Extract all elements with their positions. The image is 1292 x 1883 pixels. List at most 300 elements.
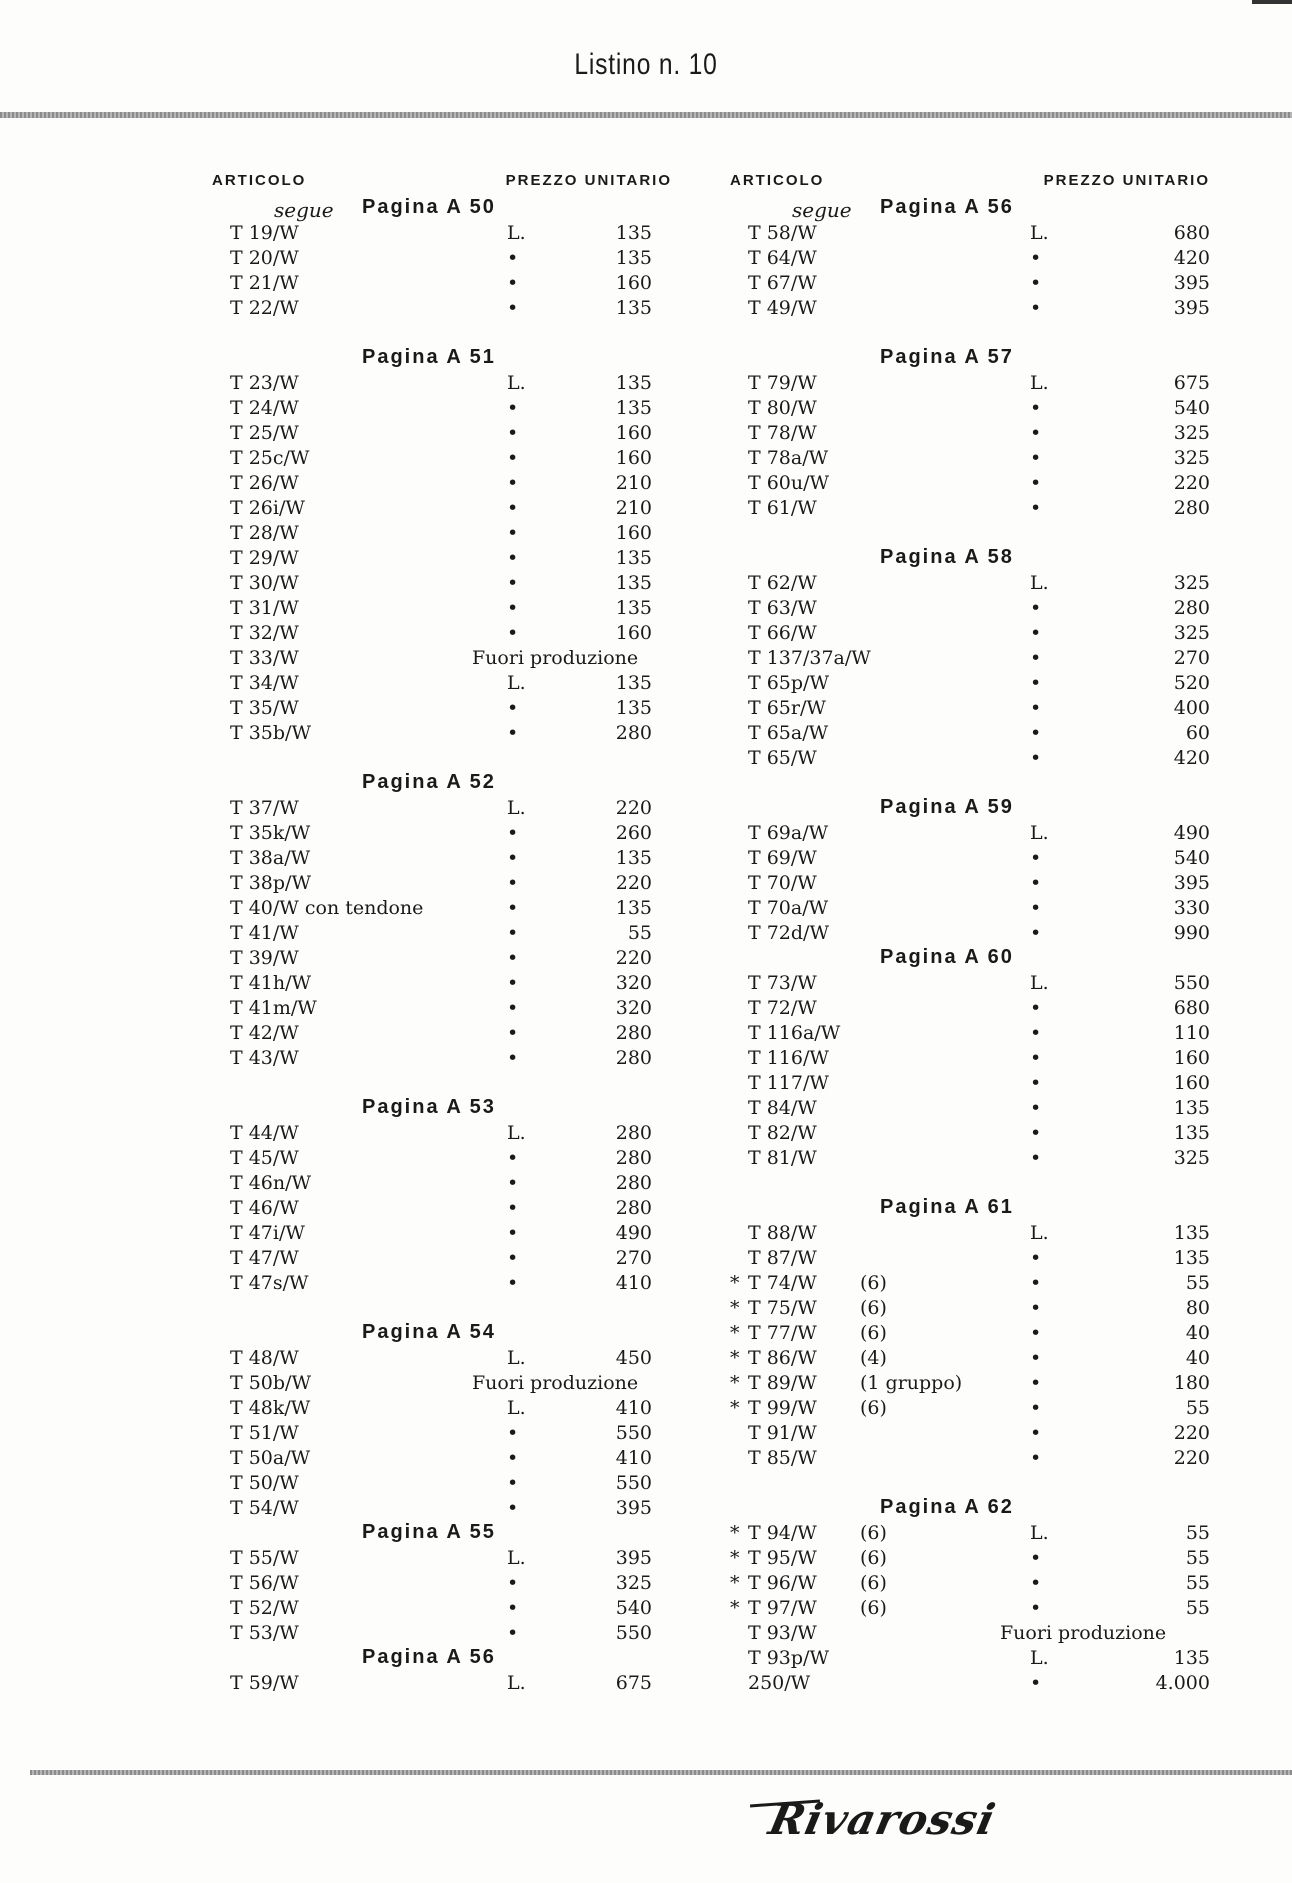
- unit-price: 220: [1173, 1447, 1210, 1469]
- section-heading: [730, 196, 1210, 221]
- price-row: [730, 1546, 1210, 1571]
- article-code: T 48k/W: [230, 1397, 311, 1419]
- unit-price: 220: [1173, 1422, 1210, 1444]
- currency-mark: •: [1030, 1422, 1042, 1444]
- currency-mark: •: [1030, 1347, 1042, 1369]
- article-code: T 46/W: [230, 1197, 299, 1219]
- articolo-header: ARTICOLO: [730, 172, 825, 189]
- asterisk-mark: *: [730, 1522, 740, 1544]
- article-code: T 88/W: [748, 1222, 817, 1244]
- currency-mark: •: [1030, 622, 1042, 644]
- article-code: T 58/W: [748, 222, 817, 244]
- price-row: [212, 421, 672, 446]
- pagina-title: Pagina A 55: [362, 1521, 496, 1543]
- currency-mark: L.: [507, 1547, 526, 1569]
- article-code: T 38a/W: [230, 847, 311, 869]
- unit-price: 135: [1173, 1222, 1210, 1244]
- top-rule: [0, 112, 1292, 118]
- unit-price: 675: [1173, 372, 1210, 394]
- currency-mark: •: [507, 1172, 519, 1194]
- unit-price: 220: [615, 872, 652, 894]
- unit-price: 280: [1173, 497, 1210, 519]
- currency-mark: •: [507, 947, 519, 969]
- price-row: [212, 471, 672, 496]
- unit-price: 280: [615, 1197, 652, 1219]
- currency-mark: L.: [1030, 822, 1049, 844]
- currency-mark: •: [1030, 1572, 1042, 1594]
- currency-mark: •: [507, 272, 519, 294]
- pack-quantity: (4): [860, 1347, 887, 1369]
- article-code: T 78/W: [748, 422, 817, 444]
- unit-price: 135: [615, 697, 652, 719]
- section-heading: [730, 1196, 1210, 1221]
- article-code: T 26/W: [230, 472, 299, 494]
- pagina-title: Pagina A 59: [880, 796, 1014, 818]
- price-row: [212, 1146, 672, 1171]
- price-row: [730, 396, 1210, 421]
- left-column: [212, 168, 672, 1696]
- pagina-title: Pagina A 52: [362, 771, 496, 793]
- article-code: T 20/W: [230, 247, 299, 269]
- unit-price: 280: [1173, 597, 1210, 619]
- unit-price: 280: [615, 1147, 652, 1169]
- section-heading: [212, 1521, 672, 1546]
- unit-price: 320: [615, 997, 652, 1019]
- currency-mark: •: [1030, 1672, 1042, 1694]
- price-row: [212, 396, 672, 421]
- pagina-title: Pagina A 51: [362, 346, 496, 368]
- unit-price: 990: [1173, 922, 1210, 944]
- corner-mark: [1252, 0, 1292, 4]
- price-row: [212, 1346, 672, 1371]
- currency-mark: •: [1030, 1097, 1042, 1119]
- unit-price: 220: [615, 947, 652, 969]
- unit-price: 325: [1173, 622, 1210, 644]
- unit-price: 420: [1173, 247, 1210, 269]
- article-code: T 87/W: [748, 1247, 817, 1269]
- unit-price: 540: [1173, 397, 1210, 419]
- unit-price: 410: [615, 1397, 652, 1419]
- pagina-title: Pagina A 50: [362, 196, 496, 218]
- currency-mark: •: [1030, 297, 1042, 319]
- unit-price: 395: [615, 1547, 652, 1569]
- unit-price: 450: [615, 1347, 652, 1369]
- price-row: [730, 1646, 1210, 1671]
- section-heading: [730, 1496, 1210, 1521]
- currency-mark: •: [1030, 472, 1042, 494]
- currency-mark: •: [507, 997, 519, 1019]
- unit-price: 550: [615, 1622, 652, 1644]
- currency-mark: L.: [507, 797, 526, 819]
- article-code: T 34/W: [230, 672, 299, 694]
- price-row: [212, 1171, 672, 1196]
- article-code: T 65/W: [748, 747, 817, 769]
- price-row: [730, 746, 1210, 771]
- article-code: T 31/W: [230, 597, 299, 619]
- asterisk-mark: *: [730, 1397, 740, 1419]
- currency-mark: •: [1030, 247, 1042, 269]
- unit-price: 160: [1173, 1072, 1210, 1094]
- article-code: T 25c/W: [230, 447, 310, 469]
- price-row: [212, 1596, 672, 1621]
- price-row: [730, 996, 1210, 1021]
- currency-mark: •: [1030, 272, 1042, 294]
- right-entries: [730, 196, 1210, 1696]
- unit-price: 490: [1173, 822, 1210, 844]
- unit-price: 280: [615, 1047, 652, 1069]
- section-heading: [212, 1096, 672, 1121]
- article-code: T 79/W: [748, 372, 817, 394]
- currency-mark: •: [507, 1472, 519, 1494]
- article-code: T 70/W: [748, 872, 817, 894]
- price-row: [212, 446, 672, 471]
- price-row: [212, 1246, 672, 1271]
- currency-mark: L.: [1030, 1647, 1049, 1669]
- currency-mark: •: [1030, 1397, 1042, 1419]
- article-code: T 69/W: [748, 847, 817, 869]
- article-code: T 66/W: [748, 622, 817, 644]
- currency-mark: •: [507, 822, 519, 844]
- price-row: [730, 1246, 1210, 1271]
- unit-price: 220: [1173, 472, 1210, 494]
- unit-price: 325: [1173, 422, 1210, 444]
- currency-mark: •: [507, 622, 519, 644]
- currency-mark: •: [507, 1572, 519, 1594]
- production-note: Fuori produzione: [472, 647, 639, 669]
- currency-mark: L.: [507, 222, 526, 244]
- article-code: T 73/W: [748, 972, 817, 994]
- price-row: [730, 621, 1210, 646]
- segue-label: segue: [792, 198, 852, 222]
- article-code: 250/W: [748, 1672, 811, 1694]
- unit-price: 135: [615, 297, 652, 319]
- currency-mark: •: [507, 1222, 519, 1244]
- segue-label: segue: [274, 198, 334, 222]
- currency-mark: •: [1030, 1322, 1042, 1344]
- currency-mark: L.: [507, 1122, 526, 1144]
- unit-price: 550: [615, 1422, 652, 1444]
- unit-price: 280: [615, 722, 652, 744]
- section-heading: [212, 346, 672, 371]
- price-row: [212, 1421, 672, 1446]
- price-row: [212, 821, 672, 846]
- unit-price: 395: [1173, 872, 1210, 894]
- unit-price: 55: [627, 922, 652, 944]
- currency-mark: •: [507, 597, 519, 619]
- article-code: T 50a/W: [230, 1447, 311, 1469]
- price-row: [212, 296, 672, 321]
- spacer: [730, 521, 1210, 546]
- price-row: [212, 996, 672, 1021]
- unit-price: 260: [615, 822, 652, 844]
- pagina-title: Pagina A 62: [880, 1496, 1014, 1518]
- currency-mark: •: [1030, 1447, 1042, 1469]
- currency-mark: •: [1030, 1147, 1042, 1169]
- price-row: [212, 1121, 672, 1146]
- article-code: T 39/W: [230, 947, 299, 969]
- article-code: T 47i/W: [230, 1222, 305, 1244]
- unit-price: 55: [1185, 1397, 1210, 1419]
- article-code: T 93/W: [748, 1622, 817, 1644]
- price-row: [730, 896, 1210, 921]
- asterisk-mark: *: [730, 1597, 740, 1619]
- unit-price: 420: [1173, 747, 1210, 769]
- article-code: T 116/W: [748, 1047, 829, 1069]
- currency-mark: •: [507, 1497, 519, 1519]
- article-code: T 35b/W: [230, 722, 311, 744]
- price-row: [730, 1121, 1210, 1146]
- currency-mark: •: [507, 922, 519, 944]
- unit-price: 330: [1173, 897, 1210, 919]
- article-code: T 43/W: [230, 1047, 299, 1069]
- price-row: [730, 971, 1210, 996]
- price-row: [730, 496, 1210, 521]
- asterisk-mark: *: [730, 1372, 740, 1394]
- article-code: T 72d/W: [748, 922, 829, 944]
- price-row: [212, 1471, 672, 1496]
- asterisk-mark: *: [730, 1547, 740, 1569]
- unit-price: 135: [1173, 1647, 1210, 1669]
- unit-price: 135: [1173, 1097, 1210, 1119]
- spacer: [212, 1071, 672, 1096]
- pack-quantity: (6): [860, 1572, 887, 1594]
- unit-price: 160: [615, 622, 652, 644]
- price-row: [730, 1371, 1210, 1396]
- currency-mark: •: [1030, 1122, 1042, 1144]
- article-code: T 77/W: [748, 1322, 817, 1344]
- article-code: T 86/W: [748, 1347, 817, 1369]
- price-row: [212, 721, 672, 746]
- currency-mark: L.: [507, 1347, 526, 1369]
- article-code: T 59/W: [230, 1672, 299, 1694]
- currency-mark: •: [507, 697, 519, 719]
- currency-mark: •: [507, 497, 519, 519]
- asterisk-mark: *: [730, 1322, 740, 1344]
- section-heading: [212, 771, 672, 796]
- price-row: [212, 921, 672, 946]
- price-row: [212, 1396, 672, 1421]
- unit-price: 270: [1173, 647, 1210, 669]
- currency-mark: •: [507, 1022, 519, 1044]
- unit-price: 400: [1173, 697, 1210, 719]
- price-row: [212, 271, 672, 296]
- article-code: T 35k/W: [230, 822, 311, 844]
- price-row: [730, 871, 1210, 896]
- section-heading: [730, 796, 1210, 821]
- pagina-title: Pagina A 57: [880, 346, 1014, 368]
- article-code: T 62/W: [748, 572, 817, 594]
- production-note: Fuori produzione: [472, 1372, 639, 1394]
- article-code: T 60u/W: [748, 472, 830, 494]
- price-row: [730, 596, 1210, 621]
- unit-price: 55: [1185, 1597, 1210, 1619]
- right-column: [730, 168, 1210, 1696]
- article-code: T 94/W: [748, 1522, 817, 1544]
- unit-price: 680: [1173, 997, 1210, 1019]
- asterisk-mark: *: [730, 1272, 740, 1294]
- article-code: T 137/37a/W: [748, 647, 871, 669]
- price-row: [730, 296, 1210, 321]
- article-code: T 48/W: [230, 1347, 299, 1369]
- article-code: T 47s/W: [230, 1272, 309, 1294]
- article-code: T 30/W: [230, 572, 299, 594]
- price-row: [730, 471, 1210, 496]
- article-code: T 117/W: [748, 1072, 829, 1094]
- price-row: [730, 1521, 1210, 1546]
- price-row: [212, 371, 672, 396]
- article-code: T 53/W: [230, 1622, 299, 1644]
- asterisk-mark: *: [730, 1572, 740, 1594]
- price-row: [730, 1271, 1210, 1296]
- currency-mark: •: [1030, 672, 1042, 694]
- unit-price: 135: [615, 897, 652, 919]
- currency-mark: •: [1030, 1372, 1042, 1394]
- column-header: [212, 168, 672, 196]
- article-code: T 70a/W: [748, 897, 829, 919]
- article-code: T 65r/W: [748, 697, 826, 719]
- unit-price: 320: [615, 972, 652, 994]
- price-row: [212, 496, 672, 521]
- price-row: [212, 796, 672, 821]
- currency-mark: •: [507, 1622, 519, 1644]
- price-row: [730, 1596, 1210, 1621]
- price-row: [212, 571, 672, 596]
- unit-price: 220: [615, 797, 652, 819]
- price-row: [730, 1321, 1210, 1346]
- unit-price: 135: [615, 372, 652, 394]
- unit-price: 110: [1173, 1022, 1210, 1044]
- article-code: T 91/W: [748, 1422, 817, 1444]
- spacer: [212, 1296, 672, 1321]
- price-row: [212, 1496, 672, 1521]
- price-row: [730, 221, 1210, 246]
- currency-mark: •: [507, 547, 519, 569]
- article-code: T 56/W: [230, 1572, 299, 1594]
- currency-mark: •: [1030, 1547, 1042, 1569]
- unit-price: 55: [1185, 1272, 1210, 1294]
- unit-price: 135: [615, 847, 652, 869]
- article-code: T 38p/W: [230, 872, 311, 894]
- currency-mark: L.: [507, 1397, 526, 1419]
- asterisk-mark: *: [730, 1297, 740, 1319]
- unit-price: 180: [1173, 1372, 1210, 1394]
- price-row: [212, 1571, 672, 1596]
- article-code: T 61/W: [748, 497, 817, 519]
- article-code: T 37/W: [230, 797, 299, 819]
- pagina-title: Pagina A 61: [880, 1196, 1014, 1218]
- price-row: [730, 721, 1210, 746]
- article-code: T 26i/W: [230, 497, 305, 519]
- price-row: [730, 1296, 1210, 1321]
- spacer: [212, 746, 672, 771]
- unit-price: 160: [1173, 1047, 1210, 1069]
- article-code: T 54/W: [230, 1497, 299, 1519]
- currency-mark: •: [507, 1597, 519, 1619]
- unit-price: 280: [615, 1122, 652, 1144]
- unit-price: 80: [1185, 1297, 1210, 1319]
- currency-mark: •: [1030, 1247, 1042, 1269]
- price-row: [212, 696, 672, 721]
- price-row: [212, 896, 672, 921]
- section-heading: [212, 1646, 672, 1671]
- production-note: Fuori produzione: [1000, 1622, 1167, 1644]
- currency-mark: •: [507, 872, 519, 894]
- price-row: [212, 221, 672, 246]
- price-row: [212, 596, 672, 621]
- unit-price: 135: [615, 547, 652, 569]
- currency-mark: L.: [1030, 1522, 1049, 1544]
- article-code: T 41/W: [230, 922, 299, 944]
- currency-mark: •: [507, 1447, 519, 1469]
- unit-price: 550: [615, 1472, 652, 1494]
- unit-price: 280: [615, 1172, 652, 1194]
- pack-quantity: (6): [860, 1272, 887, 1294]
- currency-mark: •: [1030, 997, 1042, 1019]
- section-heading: [212, 1321, 672, 1346]
- unit-price: 270: [615, 1247, 652, 1269]
- currency-mark: •: [507, 1197, 519, 1219]
- currency-mark: •: [1030, 422, 1042, 444]
- price-row: [730, 446, 1210, 471]
- currency-mark: •: [1030, 447, 1042, 469]
- unit-price: 395: [1173, 272, 1210, 294]
- spacer: [730, 1171, 1210, 1196]
- column-header: [730, 168, 1210, 196]
- unit-price: 160: [615, 447, 652, 469]
- price-row: [730, 1571, 1210, 1596]
- pagina-title: Pagina A 54: [362, 1321, 496, 1343]
- article-code: T 22/W: [230, 297, 299, 319]
- article-code: T 49/W: [748, 297, 817, 319]
- currency-mark: •: [1030, 1297, 1042, 1319]
- currency-mark: •: [1030, 1072, 1042, 1094]
- price-row: [212, 1021, 672, 1046]
- unit-price: 680: [1173, 222, 1210, 244]
- article-code: T 28/W: [230, 522, 299, 544]
- article-code: T 50b/W: [230, 1372, 311, 1394]
- article-code: T 55/W: [230, 1547, 299, 1569]
- price-row: [212, 871, 672, 896]
- price-row: [730, 1621, 1210, 1646]
- pack-quantity: (6): [860, 1547, 887, 1569]
- article-code: T 65p/W: [748, 672, 829, 694]
- currency-mark: •: [507, 1247, 519, 1269]
- article-code: T 69a/W: [748, 822, 829, 844]
- unit-price: 210: [615, 497, 652, 519]
- currency-mark: L.: [507, 1672, 526, 1694]
- price-row: [730, 921, 1210, 946]
- spacer: [730, 321, 1210, 346]
- unit-price: 210: [615, 472, 652, 494]
- currency-mark: •: [1030, 872, 1042, 894]
- currency-mark: •: [507, 472, 519, 494]
- article-code: T 64/W: [748, 247, 817, 269]
- article-code: T 41m/W: [230, 997, 317, 1019]
- currency-mark: •: [507, 722, 519, 744]
- article-code: T 65a/W: [748, 722, 829, 744]
- article-code: T 32/W: [230, 622, 299, 644]
- currency-mark: L.: [1030, 222, 1049, 244]
- price-row: [730, 671, 1210, 696]
- article-code: T 84/W: [748, 1097, 817, 1119]
- currency-mark: L.: [1030, 572, 1049, 594]
- pagina-title: Pagina A 60: [880, 946, 1014, 968]
- pagina-title: Pagina A 58: [880, 546, 1014, 568]
- price-row: [212, 971, 672, 996]
- pack-quantity: (6): [860, 1522, 887, 1544]
- rivarossi-logo: Rivarossi: [764, 1795, 1001, 1844]
- price-row: [212, 521, 672, 546]
